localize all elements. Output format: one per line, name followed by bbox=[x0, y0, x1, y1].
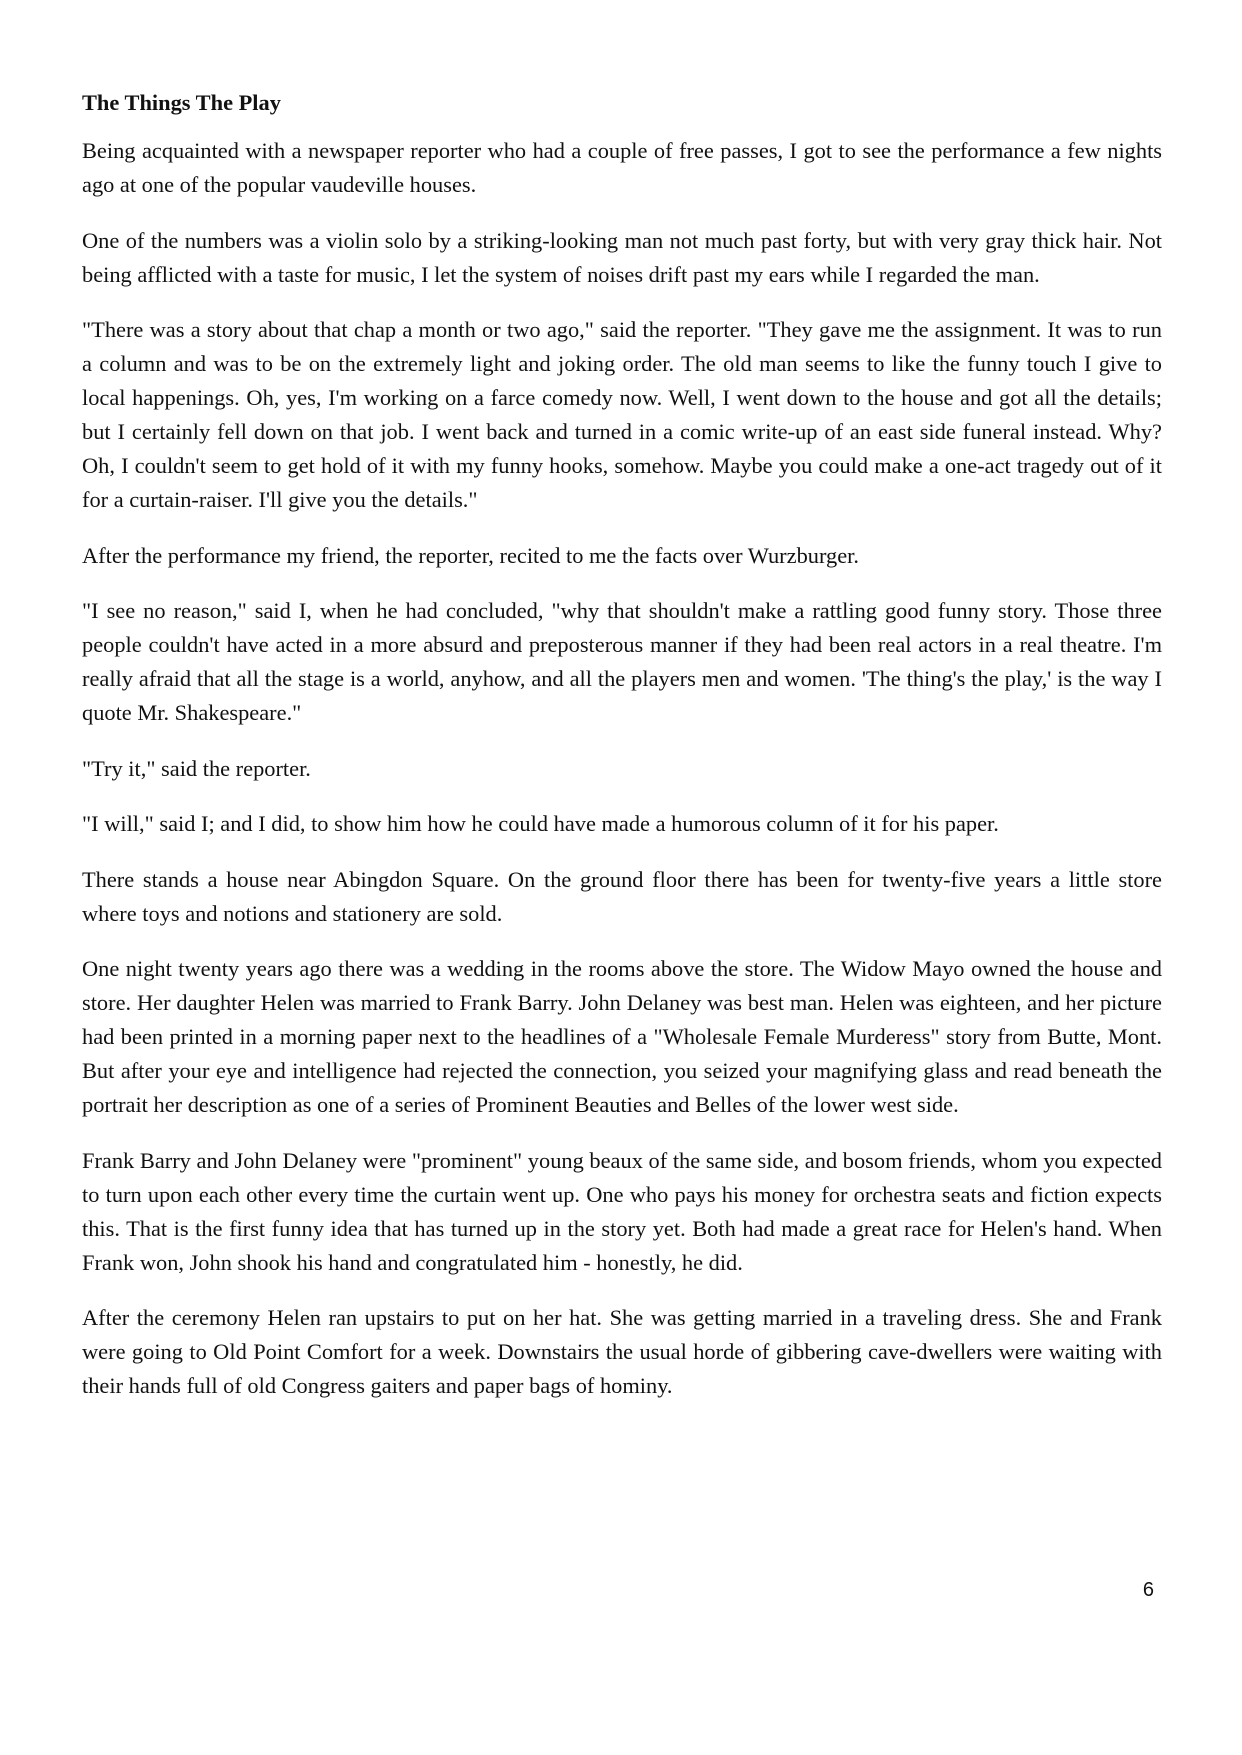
paragraph-2: One of the numbers was a violin solo by a striking-looking man not much past forty, but with very gray thick hair. Not being afflicted with a taste for music, I let the system of noises drift past my ears while I regarded the man. bbox=[82, 227, 1162, 287]
paragraph-8: There stands a house near Abingdon Square. On the ground floor there has been for twenty-five years a little store where toys and notions and stationery are sold. bbox=[82, 866, 1162, 926]
paragraph-9: One night twenty years ago there was a wedding in the rooms above the store. The Widow Mayo owned the house and store. Her daughter Helen was married to Frank Barry. John Delaney was best man. Helen was eighteen, and her picture had been printed in a morning paper next to the headlines of a "Wholesale Female Murderess" story from Butte, Mont. But after your eye and intelligence had rejected the connection, you seized your magnifying glass and read beneath the portrait her description as one of a series of Prominent Beauties and Belles of the lower west side. bbox=[82, 956, 1162, 1117]
paragraph-11: After the ceremony Helen ran upstairs to put on her hat. She was getting married in a traveling dress. She and Frank were going to Old Point Comfort for a week. Downstairs the usual horde of gibbering cave-dwellers were waiting with their hands full of old Congress gaiters and paper bags of hominy. bbox=[82, 1305, 1162, 1398]
story-title: The Things The Play bbox=[82, 90, 281, 115]
paragraph-5: "I see no reason," said I, when he had concluded, "why that shouldn't make a rattling good funny story. Those three people couldn't have acted in a more absurd and preposterous manner if they had been real actors in a real theatre. I'm really afraid that all the stage is a world, anyhow, and all the players men and women. 'The thing's the play,' is the way I quote Mr. Shakespeare." bbox=[82, 598, 1162, 725]
paragraph-4: After the performance my friend, the reporter, recited to me the facts over Wurzburger. bbox=[82, 542, 859, 568]
paragraph-10: Frank Barry and John Delaney were "prominent" young beaux of the same side, and bosom friends, whom you expected to turn upon each other every time the curtain went up. One who pays his money for orchestra seats and fiction expects this. That is the first funny idea that has turned up in the story yet. Both had made a great race for Helen's hand. When Frank won, John shook his hand and congratulated him - honestly, he did. bbox=[82, 1147, 1162, 1275]
page-number: 6 bbox=[1142, 1579, 1154, 1601]
paragraph-3: "There was a story about that chap a month or two ago," said the reporter. "They gave me the assignment. It was to run a column and was to be on the extremely light and joking order. The old man seems to like the funny touch I give to local happenings. Oh, yes, I'm working on a farce comedy now. Well, I went down to the house and got all the details; but I certainly fell down on that job. I went back and turned in a comic write-up of an east side funeral instead. Why? Oh, I couldn't seem to get hold of it with my funny hooks, somehow. Maybe you could make a one-act tragedy out of it for a curtain-raiser. I'll give you the details." bbox=[82, 317, 1162, 512]
page-content bbox=[82, 86, 1162, 1425]
paragraph-7: "I will," said I; and I did, to show him how he could have made a humorous column of it for his paper. bbox=[82, 811, 999, 836]
paragraph-6: "Try it," said the reporter. bbox=[82, 755, 311, 781]
paragraph-1: Being acquainted with a newspaper reporter who had a couple of free passes, I got to see the performance a few nights ago at one of the popular vaudeville houses. bbox=[82, 138, 1162, 197]
